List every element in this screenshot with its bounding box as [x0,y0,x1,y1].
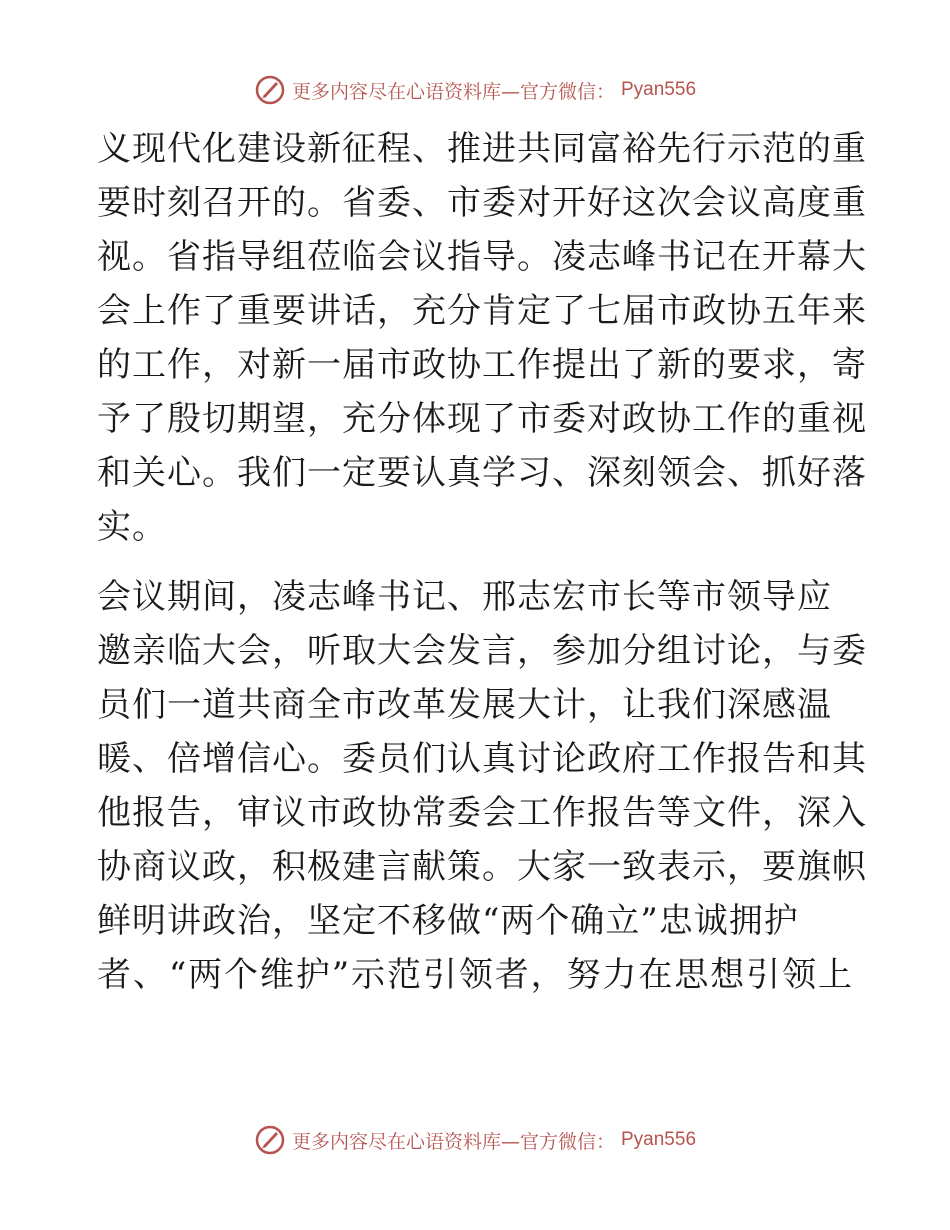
paragraph [97,122,867,554]
text-line: 员们一道共商全市改革发展大计，让我们深感温 [97,685,832,725]
text-line: 鲜明讲政治，坚定不移做“两个确立”忠诚拥护 [97,901,799,941]
text-line: 要时刻召开的。省委、市委对开好这次会议高度重 [97,183,867,223]
text-line: 者、“两个维护”示范引领者，努力在思想引领上 [97,955,853,995]
text-line: 会上作了重要讲话，充分肯定了七届市政协五年来 [97,291,867,331]
text-line: 协商议政，积极建言献策。大家一致表示，要旗帜 [97,847,867,887]
watermark-text: 更多内容尽在心语资料库—官方微信： [291,80,615,103]
document-body [97,122,867,1002]
paragraph [97,570,867,1002]
quill-logo-icon [254,1124,286,1156]
text-line: 义现代化建设新征程、推进共同富裕先行示范的重 [97,129,867,169]
footer-watermark [0,1122,950,1158]
header-watermark [0,72,950,108]
watermark-id: Pyan556 [621,79,697,100]
text-line: 予了殷切期望，充分体现了市委对政协工作的重视 [97,399,867,439]
text-line: 暖、倍增信心。委员们认真讨论政府工作报告和其 [97,739,867,779]
text-line: 的工作，对新一届市政协工作提出了新的要求，寄 [97,345,867,385]
text-line: 和关心。我们一定要认真学习、深刻领会、抓好落 [97,453,867,493]
text-line: 邀亲临大会，听取大会发言，参加分组讨论，与委 [97,631,867,671]
quill-logo-icon [254,74,286,106]
text-line: 会议期间，凌志峰书记、邢志宏市长等市领导应 [97,577,832,617]
paragraph-gap [97,554,853,570]
text-line: 视。省指导组莅临会议指导。凌志峰书记在开幕大 [97,237,867,277]
watermark-text: 更多内容尽在心语资料库—官方微信： [291,1130,615,1153]
watermark-id: Pyan556 [621,1129,697,1150]
text-line: 实。 [97,507,167,547]
text-line: 他报告，审议市政协常委会工作报告等文件，深入 [97,793,867,833]
